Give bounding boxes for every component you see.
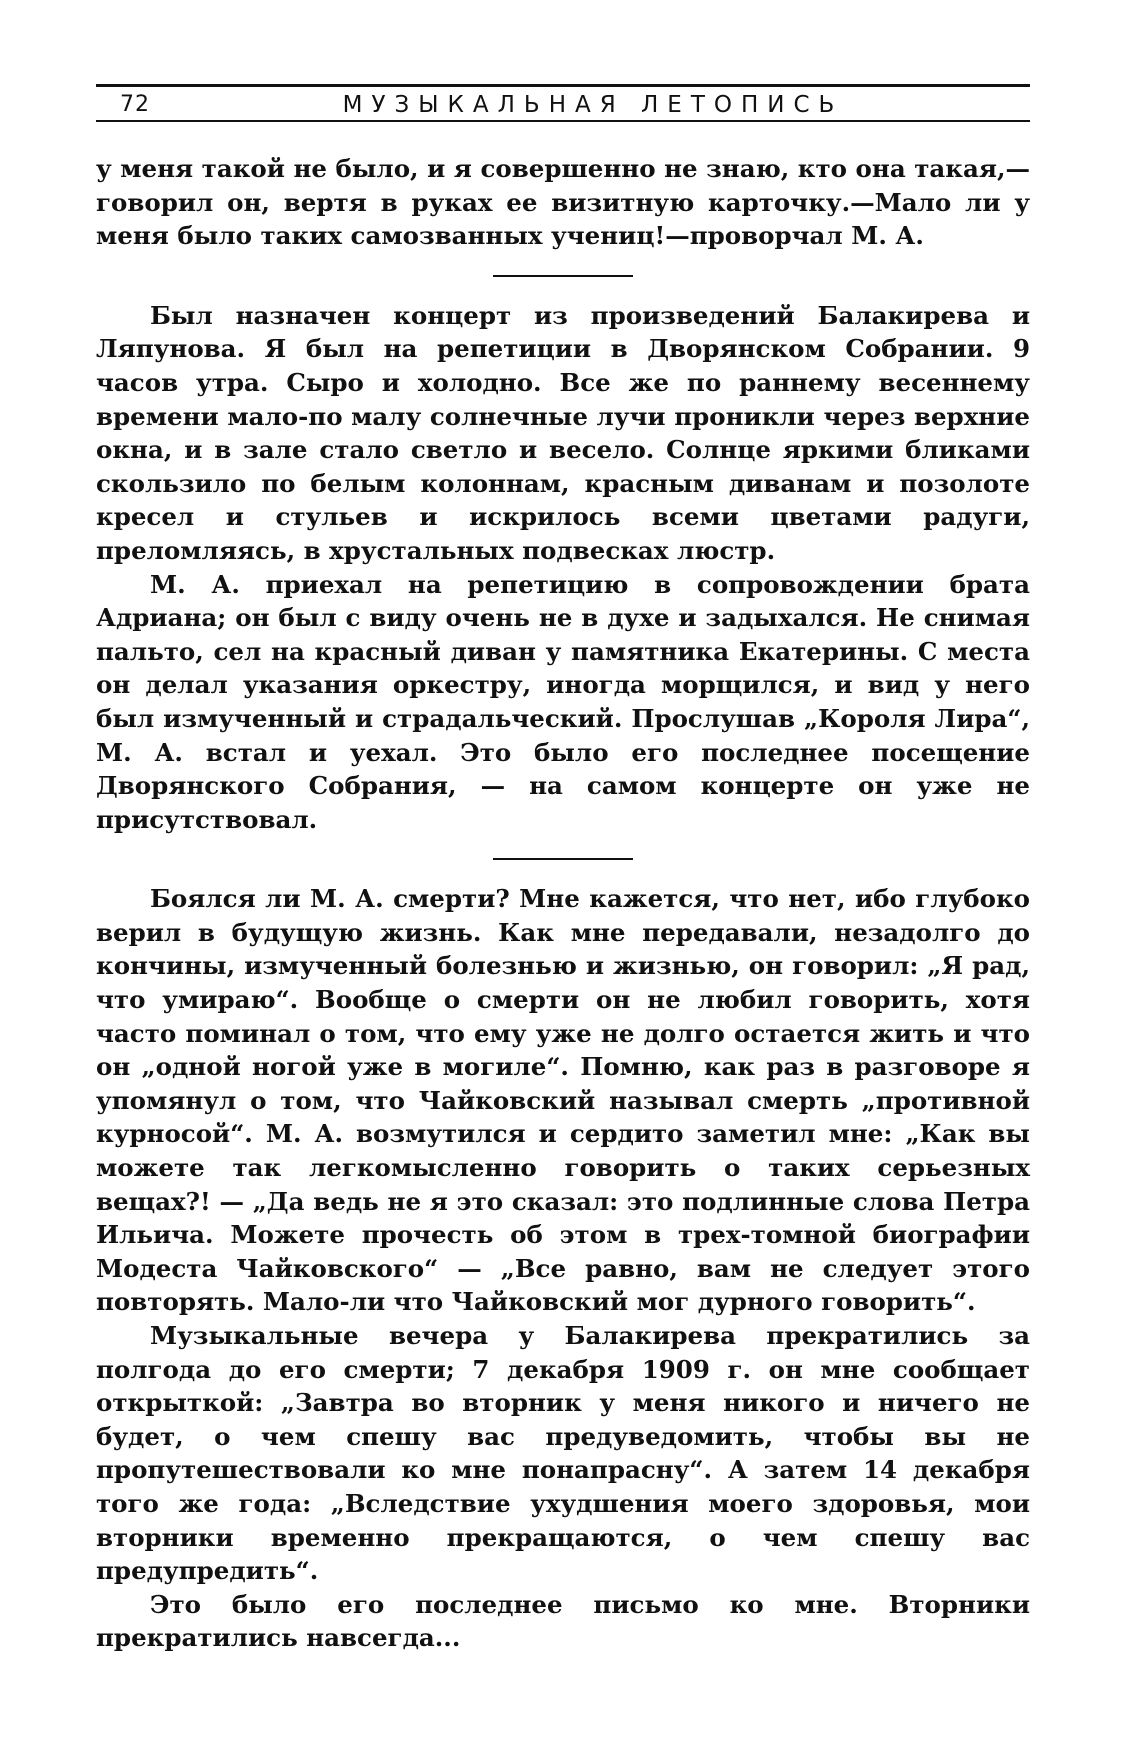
paragraph-continuation: у меня такой не было, и я совершенно не знаю, кто она такая,—говорил он, вертя в руках ее визитную карточку.—Мало ли у меня было таких самозванных учениц!—проворчал М. А. [96,154,1030,251]
section-divider [493,858,633,860]
paragraph-evenings: Музыкальные вечера у Балакирева прекратились за полгода до его смерти; 7 декабря 1909 г. он мне сообщает открыткой: „Завтра во вторник у меня никого и ничего не будет, о чем спешу вас предуведомить, чтобы вы не пропутешествовали ко мне понапрасну“. А затем 14 декабря того же года: „Вследствие ухудшения моего здоровья, мои вторники временно прекращаются, о чем спешу вас предупредить“. [96,1321,1030,1586]
running-head: МУЗЫКАЛЬНАЯ ЛЕТОПИСЬ [342,92,844,118]
paragraph-concert: Был назначен концерт из произведений Балакирева и Ляпунова. Я был на репетиции в Дворянском Собрании. 9 часов утра. Сыро и холодно. Все же по раннему весеннему времени мало-по малу солнечные лучи проникли через верхние окна, и в зале стало светло и весело. Солнце яркими бликами скользило по белым колоннам, красным диванам и позолоте кресел и стульев и искрилось всеми цветами радуги, преломляясь, в хрустальных подвесках люстр. [96,300,1030,565]
page [96,78,1030,1655]
paragraph-rehearsal: М. А. приехал на репетицию в сопровождении брата Адриана; он был с виду очень не в духе и задыхался. Не снимая пальто, сел на красный диван у памятника Екатерины. С места он делал указания оркестру, иногда морщился, и вид у него был измученный и страдальческий. Прослушав „Короля Лира“, М. А. встал и уехал. Это было его последнее посещение Дворянского Собрания, — на самом концерте он уже не присутствовал. [96,569,1030,834]
paragraph-death: Боялся ли М. А. смерти? Мне кажется, что нет, ибо глубоко верил в будущую жизнь. Как мне передавали, незадолго до кончины, измученный болезнью и жизнью, он говорил: „Я рад, что умираю“. Вообще о смерти он не любил говорить, хотя часто поминал о том, что ему уже не долго остается жить и что он „одной ногой уже в могиле“. Помню, как раз в разговоре я упомянул о том, что Чайковский называл смерть „противной курносой“. М. А. возмутился и сердито заметил мне: „Как вы можете так легкомысленно говорить о таких серьезных вещах?! — „Да ведь не я это сказал: это подлинные слова Петра Ильича. Можете прочесть об этом в трех-томной биографии Модеста Чайковского“ — „Все равно, вам не следует этого повторять. Мало-ли что Чайковский мог дурного говорить“. [96,884,1030,1317]
section-divider [493,275,633,277]
body-text [96,152,1030,1655]
header-rule-top [96,84,1030,87]
page-header [96,78,1030,124]
paragraph-last-letter: Это было его последнее письмо ко мне. Вторники прекратились навсегда... [96,1589,1030,1653]
page-number: 72 [120,92,150,117]
header-rule-bottom [96,120,1030,122]
